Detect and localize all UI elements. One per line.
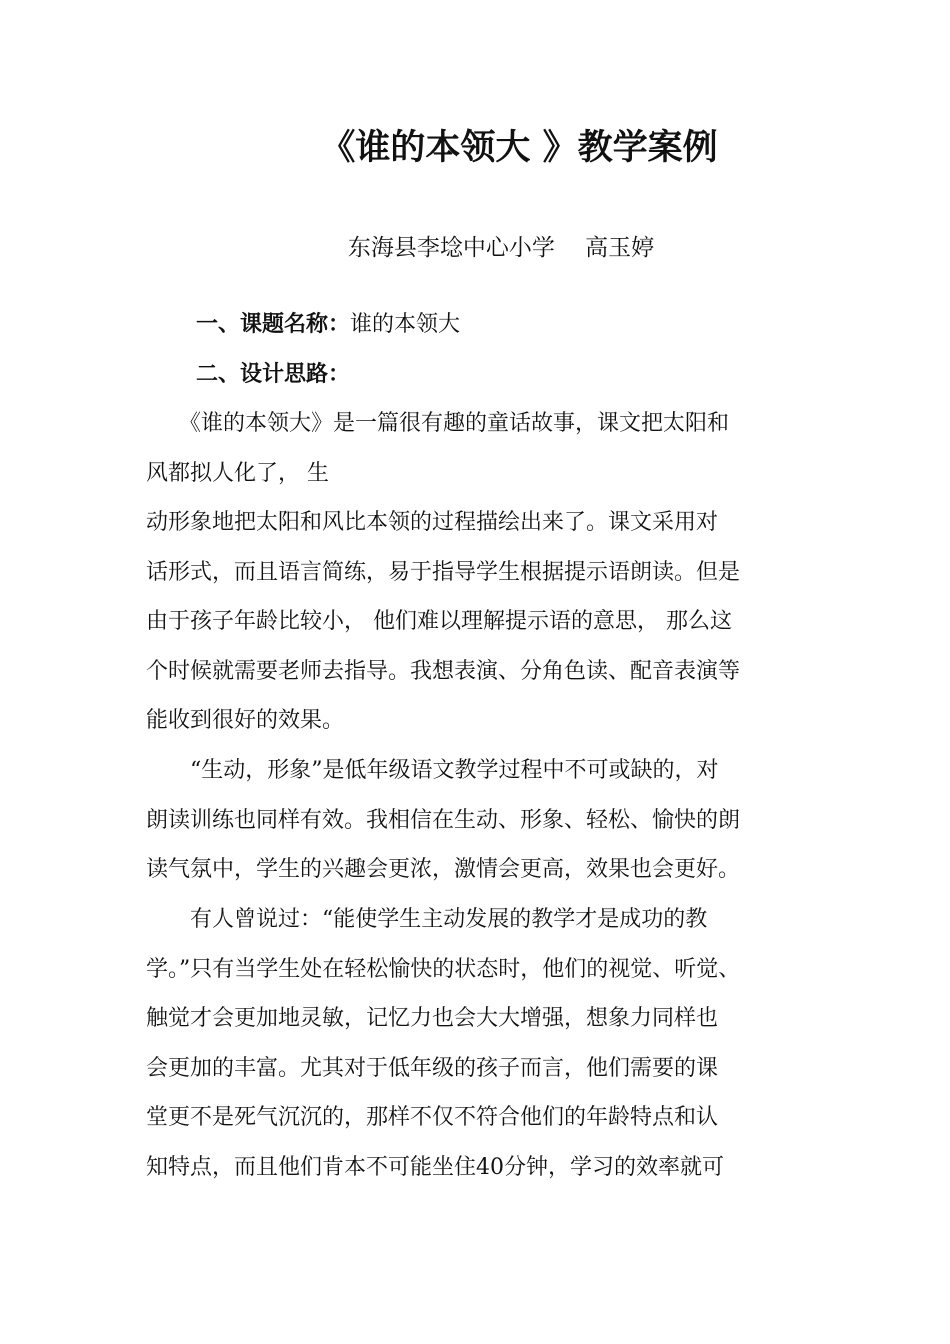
paragraph-line: 朗读训练也同样有效。我相信在生动、形象、轻松、愉快的朗 bbox=[146, 807, 741, 833]
paragraph-line: 话形式，而且语言简练，易于指导学生根据提示语朗读。但是 bbox=[146, 559, 741, 585]
section-topic-label: 一、课题名称： bbox=[196, 312, 351, 337]
section-topic-value: 谁的本领大 bbox=[350, 312, 461, 337]
paragraph-line: 知特点，而且他们肯本不可能坐住40分钟，学习的效率就可 bbox=[146, 1154, 724, 1180]
paragraph-line: 《谁的本领大》是一篇很有趣的童话故事，课文把太阳和 bbox=[146, 411, 730, 436]
section-design-label: 二、设计思路： bbox=[196, 362, 351, 387]
paragraph-3 bbox=[146, 895, 826, 1192]
paragraph-line: 由于孩子年龄比较小， 他们难以理解提示语的意思， 那么这 bbox=[146, 609, 732, 634]
paragraph-line: 堂更不是死气沉沉的，那样不仅不符合他们的年龄特点和认 bbox=[146, 1105, 719, 1130]
paragraph-line: 风都拟人化了， 生 bbox=[146, 460, 329, 486]
section-topic bbox=[196, 305, 460, 345]
paragraph-line: 有人曾说过：“能使学生主动发展的教学才是成功的教 bbox=[146, 907, 708, 932]
author-line: 东海县李埝中心小学 高玉婷 bbox=[347, 235, 655, 261]
document-title: 《谁的本领大 》教学案例 bbox=[320, 128, 718, 168]
paragraph-line: 读气氛中，学生的兴趣会更浓，激情会更高，效果也会更好。 bbox=[146, 857, 741, 882]
paragraph-2 bbox=[146, 746, 826, 895]
paragraph-line: 会更加的丰富。尤其对于低年级的孩子而言，他们需要的课 bbox=[146, 1055, 719, 1081]
paragraph-1 bbox=[146, 399, 826, 746]
section-design bbox=[196, 355, 350, 395]
paragraph-line: 动形象地把太阳和风比本领的过程描绘出来了。课文采用对 bbox=[146, 510, 719, 535]
paragraph-line: 学。”只有当学生处在轻松愉快的状态时，他们的视觉、听觉、 bbox=[146, 956, 741, 982]
paragraph-line: 个时候就需要老师去指导。我想表演、分角色读、配音表演等 bbox=[146, 658, 741, 684]
paragraph-line: 触觉才会更加地灵敏，记忆力也会大大增强，想象力同样也 bbox=[146, 1006, 719, 1031]
paragraph-line: “生动，形象”是低年级语文教学过程中不可或缺的，对 bbox=[146, 758, 719, 783]
paragraph-line: 能收到很好的效果。 bbox=[146, 708, 345, 733]
